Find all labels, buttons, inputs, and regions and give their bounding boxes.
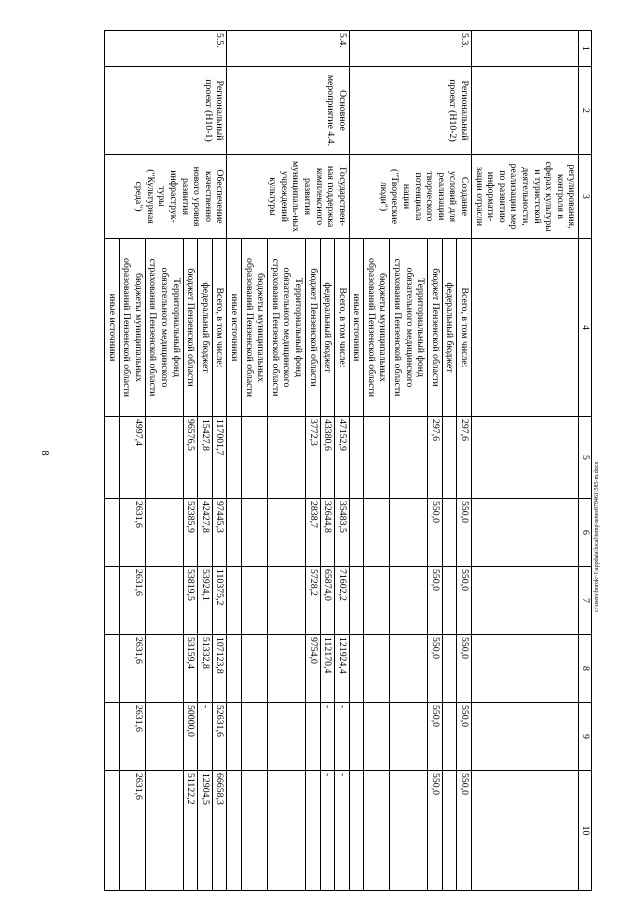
- section-number: 5.3.: [349, 31, 471, 67]
- amount-cell: 550,0: [428, 771, 443, 891]
- amount-cell: 9754,0: [305, 635, 320, 703]
- table-body: [105, 31, 579, 891]
- amount-cell: [349, 635, 364, 703]
- amount-cell: [105, 635, 120, 703]
- amount-cell: [364, 703, 390, 771]
- amount-cell: 112170,4: [320, 635, 335, 703]
- amount-cell: 550,0: [428, 499, 443, 567]
- column-number-2: 2: [579, 67, 592, 155]
- amount-cell: 42427,8: [198, 499, 213, 567]
- section-type: Региональный проект (Н10-1): [105, 67, 227, 155]
- amount-cell: [268, 771, 306, 891]
- amount-cell: 2631,6: [119, 567, 145, 635]
- amount-cell: 3772,3: [305, 417, 320, 499]
- funding-source: бюджет Пензенской области: [305, 239, 320, 417]
- amount-cell: 117001,7: [212, 417, 227, 499]
- section-description: Обеспечение качественно нового уровня развития инфраструк- туры ("Культурная среда"): [105, 155, 227, 239]
- funding-row: [457, 31, 472, 891]
- amount-cell: [227, 499, 242, 567]
- amount-cell: [349, 703, 364, 771]
- amount-cell: [145, 499, 183, 567]
- amount-cell: [227, 417, 242, 499]
- amount-cell: [390, 703, 428, 771]
- amount-cell: 110375,2: [212, 567, 227, 635]
- amount-cell: [227, 635, 242, 703]
- amount-cell: 65874,0: [320, 567, 335, 635]
- footer-file-path: c:\users\borok~1\appdata\local\temp\notes879461\585-m.docx: [594, 461, 600, 612]
- amount-cell: [442, 635, 457, 703]
- amount-cell: 550,0: [457, 703, 472, 771]
- funding-source: бюджеты муниципальных образований Пензенской области: [119, 239, 145, 417]
- section-description: Государствен- ная поддержка комплексного развития муниципаль-ных учреждений культуры: [227, 155, 349, 239]
- amount-cell: 35483,5: [335, 499, 350, 567]
- funding-source: Всего, в том числе:: [457, 239, 472, 417]
- amount-cell: [145, 703, 183, 771]
- amount-cell: 96576,5: [183, 417, 198, 499]
- empty-cell: [472, 239, 579, 417]
- funding-source: иные источники: [349, 239, 364, 417]
- amount-cell: [364, 635, 390, 703]
- amount-cell: [364, 417, 390, 499]
- amount-cell: [390, 499, 428, 567]
- amount-cell: [241, 635, 267, 703]
- amount-cell: 550,0: [457, 567, 472, 635]
- amount-cell: [390, 771, 428, 891]
- funding-source: Территориальный фонд обязательного медицинского страхования Пензенской области: [268, 239, 306, 417]
- amount-cell: [442, 703, 457, 771]
- amount-cell: 97445,3: [212, 499, 227, 567]
- empty-cell: [472, 67, 579, 155]
- amount-cell: 297,6: [457, 417, 472, 499]
- amount-cell: 53924,1: [198, 567, 213, 635]
- amount-cell: 550,0: [428, 567, 443, 635]
- amount-cell: [349, 771, 364, 891]
- amount-cell: [349, 567, 364, 635]
- amount-cell: 52631,6: [212, 703, 227, 771]
- amount-cell: [390, 567, 428, 635]
- amount-cell: [268, 703, 306, 771]
- section-number: 5.4.: [227, 31, 349, 67]
- section-type: Региональный проект (Н10-2): [349, 67, 471, 155]
- amount-cell: [105, 499, 120, 567]
- empty-cell: [472, 635, 579, 703]
- empty-cell: [472, 771, 579, 891]
- funding-source: федеральный бюджет: [442, 239, 457, 417]
- amount-cell: 47152,9: [335, 417, 350, 499]
- amount-cell: [305, 703, 320, 771]
- amount-cell: 51122,2: [183, 771, 198, 891]
- section-type: Основное мероприятие 4.4.: [227, 67, 349, 155]
- amount-cell: 2631,6: [119, 771, 145, 891]
- amount-cell: [145, 635, 183, 703]
- funding-source: Территориальный фонд обязательного медицинского страхования Пензенской области: [390, 239, 428, 417]
- empty-cell: [472, 567, 579, 635]
- amount-cell: -: [320, 771, 335, 891]
- amount-cell: 43380,6: [320, 417, 335, 499]
- column-number-1: 1: [579, 31, 592, 67]
- amount-cell: 32644,8: [320, 499, 335, 567]
- amount-cell: 550,0: [457, 771, 472, 891]
- amount-cell: [442, 771, 457, 891]
- amount-cell: 550,0: [428, 635, 443, 703]
- funding-row: [335, 31, 350, 891]
- column-number-7: 7: [579, 567, 592, 635]
- funding-row: [212, 31, 227, 891]
- amount-cell: 66658,3: [212, 771, 227, 891]
- column-number-4: 4: [579, 239, 592, 417]
- amount-cell: -: [198, 703, 213, 771]
- amount-cell: [145, 417, 183, 499]
- amount-cell: 53159,4: [183, 635, 198, 703]
- amount-cell: 297,6: [428, 417, 443, 499]
- funding-source: бюджет Пензенской области: [428, 239, 443, 417]
- amount-cell: [305, 771, 320, 891]
- funding-source: Территориальный фонд обязательного медицинского страхования Пензенской области: [145, 239, 183, 417]
- amount-cell: [241, 567, 267, 635]
- amount-cell: [349, 417, 364, 499]
- empty-cell: [472, 499, 579, 567]
- amount-cell: 12904,5: [198, 771, 213, 891]
- column-number-8: 8: [579, 635, 592, 703]
- empty-cell: [472, 417, 579, 499]
- amount-cell: [241, 703, 267, 771]
- funding-source: Всего, в том числе:: [212, 239, 227, 417]
- amount-cell: -: [335, 703, 350, 771]
- amount-cell: [442, 417, 457, 499]
- amount-cell: 550,0: [428, 703, 443, 771]
- amount-cell: [349, 499, 364, 567]
- amount-cell: -: [320, 703, 335, 771]
- funding-table: [104, 30, 592, 891]
- amount-cell: 2631,6: [119, 703, 145, 771]
- amount-cell: [105, 703, 120, 771]
- amount-cell: 550,0: [457, 635, 472, 703]
- amount-cell: 2838,7: [305, 499, 320, 567]
- column-number-6: 6: [579, 499, 592, 567]
- amount-cell: [364, 499, 390, 567]
- amount-cell: [105, 771, 120, 891]
- amount-cell: 15427,8: [198, 417, 213, 499]
- amount-cell: [227, 771, 242, 891]
- column-number-10: 10: [579, 771, 592, 891]
- funding-source: Всего, в том числе:: [335, 239, 350, 417]
- amount-cell: 52385,9: [183, 499, 198, 567]
- empty-cell: [472, 31, 579, 67]
- amount-cell: 71602,2: [335, 567, 350, 635]
- amount-cell: [442, 567, 457, 635]
- amount-cell: 2631,6: [119, 635, 145, 703]
- funding-source: бюджеты муниципальных образований Пензенской области: [241, 239, 267, 417]
- amount-cell: -: [335, 771, 350, 891]
- continuation-description: регулирования, контроля в сферах культуры и туристской деятельности, реализации мер по развитию информати- зации отрасли: [472, 155, 579, 239]
- column-number-row: [579, 31, 592, 891]
- empty-cell: [472, 703, 579, 771]
- column-number-3: 3: [579, 155, 592, 239]
- funding-source: иные источники: [105, 239, 120, 417]
- amount-cell: [268, 499, 306, 567]
- funding-source: федеральный бюджет: [198, 239, 213, 417]
- amount-cell: [227, 703, 242, 771]
- section-number: 5.5.: [105, 31, 227, 67]
- page-number: 8: [39, 450, 50, 456]
- funding-source: иные источники: [227, 239, 242, 417]
- amount-cell: 2631,6: [119, 499, 145, 567]
- column-number-5: 5: [579, 417, 592, 499]
- amount-cell: [364, 567, 390, 635]
- amount-cell: [268, 635, 306, 703]
- amount-cell: [442, 499, 457, 567]
- amount-cell: [241, 499, 267, 567]
- amount-cell: 5728,2: [305, 567, 320, 635]
- amount-cell: 107123,8: [212, 635, 227, 703]
- amount-cell: [364, 771, 390, 891]
- amount-cell: [145, 771, 183, 891]
- amount-cell: [241, 771, 267, 891]
- amount-cell: [268, 417, 306, 499]
- amount-cell: [227, 567, 242, 635]
- amount-cell: 121924,4: [335, 635, 350, 703]
- amount-cell: [145, 567, 183, 635]
- amount-cell: 51332,8: [198, 635, 213, 703]
- amount-cell: [390, 417, 428, 499]
- section-description: Создание условий для реализации творческого потенциала нации ("Творческие люди"): [349, 155, 471, 239]
- funding-source: бюджеты муниципальных образований Пензенской области: [364, 239, 390, 417]
- amount-cell: 53819,5: [183, 567, 198, 635]
- amount-cell: [390, 635, 428, 703]
- amount-cell: [105, 567, 120, 635]
- amount-cell: [268, 567, 306, 635]
- amount-cell: [241, 417, 267, 499]
- amount-cell: [105, 417, 120, 499]
- amount-cell: 4997,4: [119, 417, 145, 499]
- funding-source: бюджет Пензенской области: [183, 239, 198, 417]
- amount-cell: 550,0: [457, 499, 472, 567]
- rotated-page-content: [90, 30, 592, 890]
- funding-source: федеральный бюджет: [320, 239, 335, 417]
- continuation-row: [472, 31, 579, 891]
- column-number-9: 9: [579, 703, 592, 771]
- amount-cell: 50000,0: [183, 703, 198, 771]
